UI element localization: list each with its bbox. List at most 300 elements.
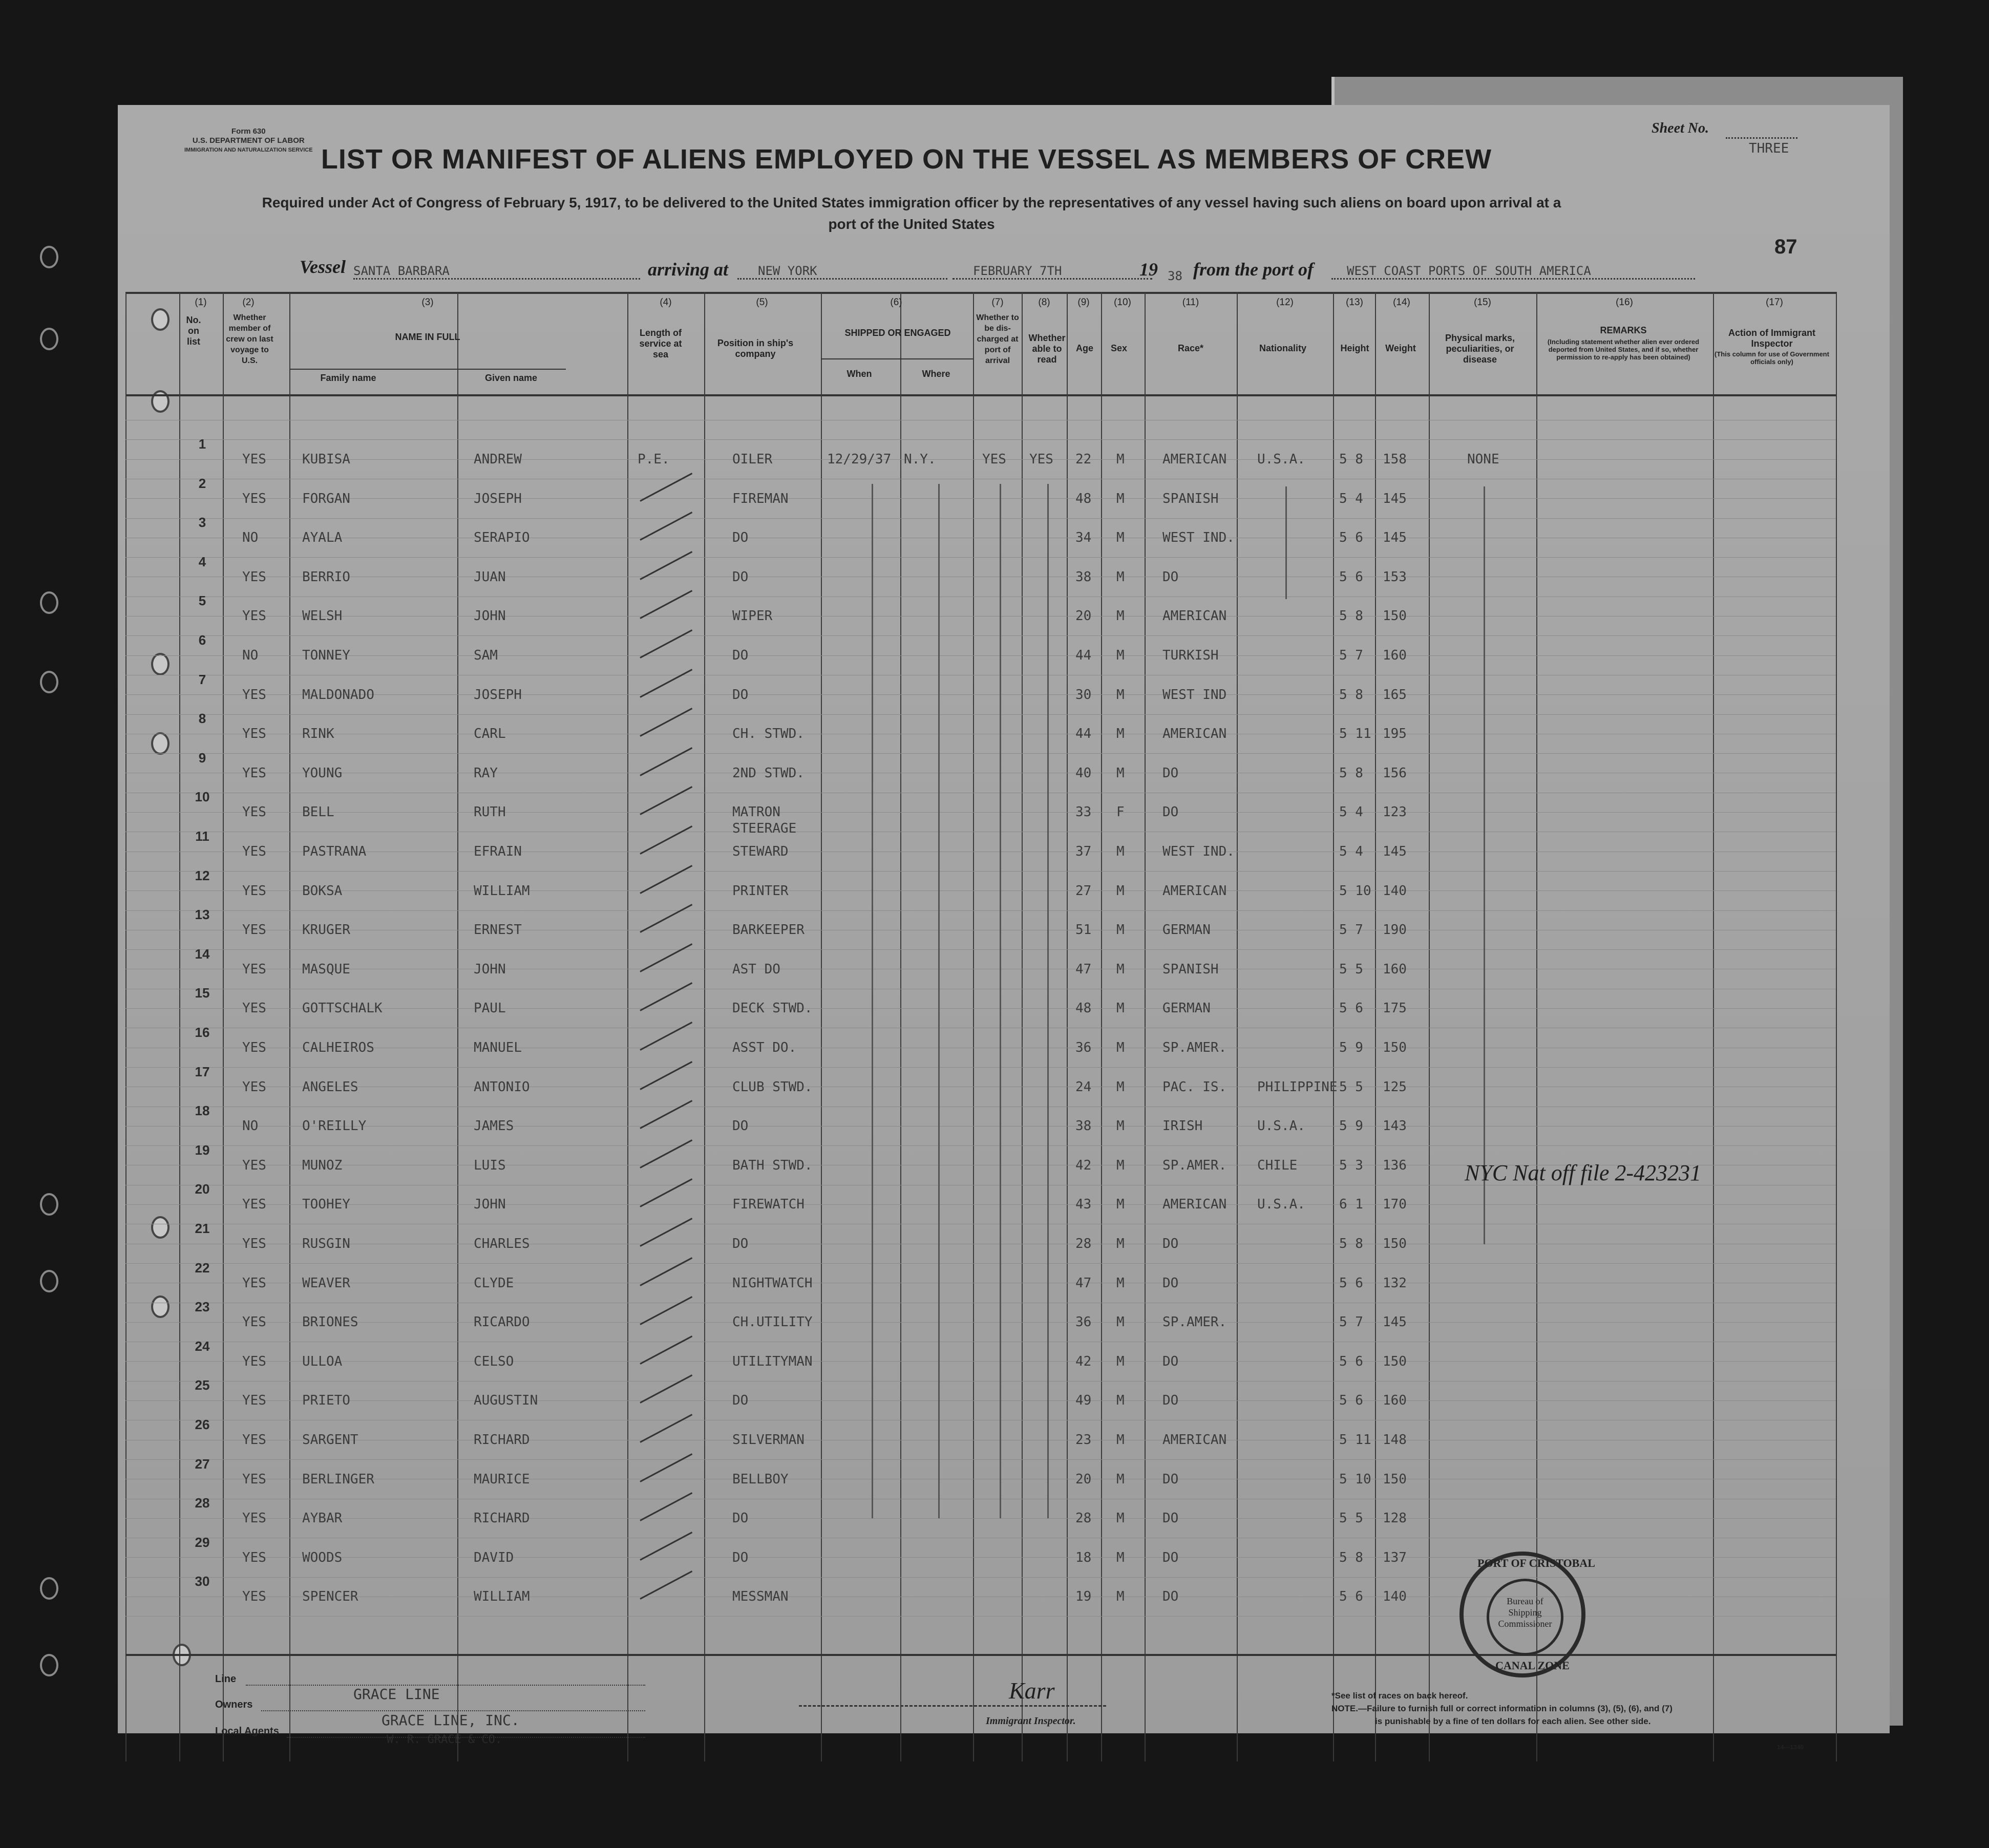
ditto-tick-mark — [640, 904, 692, 933]
footer-line-rule — [246, 1685, 645, 1686]
cell-given: CARL — [474, 726, 506, 742]
header-name-in-full: NAME IN FULL — [395, 332, 460, 342]
row-number: 22 — [195, 1260, 210, 1276]
header-given-name: Given name — [484, 373, 538, 383]
cell-race: DO — [1162, 765, 1179, 781]
cell-family: TONNEY — [302, 648, 350, 663]
cell-race: SP.AMER. — [1162, 1040, 1227, 1055]
cell-prev: YES — [242, 726, 266, 742]
subheader-rule — [289, 369, 566, 370]
binder-hole — [40, 671, 58, 693]
cell-race: GERMAN — [1162, 922, 1211, 938]
cell-race: DO — [1162, 1471, 1179, 1487]
cell-weight: 150 — [1383, 1040, 1407, 1055]
row-rule — [125, 498, 1836, 499]
cell-sex: M — [1116, 1001, 1125, 1016]
header-discharged: Whether to be dis-charged at port of arrival — [976, 313, 1019, 365]
cell-given: MAURICE — [474, 1471, 530, 1487]
cell-marks: NONE — [1467, 452, 1499, 467]
vessel-label — [300, 256, 346, 284]
cell-family: PASTRANA — [302, 844, 367, 859]
cell-given: RUTH — [474, 804, 506, 820]
cell-position: DECK STWD. — [732, 1001, 813, 1016]
cell-position: BELLBOY — [732, 1471, 789, 1487]
header-when: When — [847, 369, 872, 379]
cell-age: 28 — [1075, 1236, 1092, 1251]
cell-given: JUAN — [474, 569, 506, 585]
cell-race: SP.AMER. — [1162, 1157, 1227, 1173]
row-rule — [125, 518, 1836, 519]
cell-family: BRIONES — [302, 1314, 358, 1330]
cell-age: 37 — [1075, 844, 1092, 859]
cell-given: JOSEPH — [474, 687, 522, 703]
cell-race: SPANISH — [1162, 491, 1219, 506]
cell-weight: 128 — [1383, 1511, 1407, 1526]
row-number: 24 — [195, 1338, 210, 1354]
column-number: (13) — [1346, 297, 1363, 308]
cell-sex: M — [1116, 1353, 1125, 1369]
cell-height: 5 10 — [1339, 883, 1371, 899]
ditto-tick-mark — [640, 708, 692, 737]
cell-nationality: PHILIPPINE — [1257, 1079, 1338, 1095]
row-number: 6 — [198, 632, 206, 648]
row-number: 8 — [198, 711, 206, 727]
cell-weight: 160 — [1383, 648, 1407, 663]
header-sex: Sex — [1110, 343, 1128, 353]
row-number: 16 — [195, 1025, 210, 1040]
cell-nationality: CHILE — [1257, 1157, 1298, 1173]
row-number: 3 — [198, 515, 206, 530]
row-rule — [125, 439, 1836, 440]
cell-height: 5 4 — [1339, 491, 1363, 506]
cell-prev: YES — [242, 961, 266, 977]
column-number: (15) — [1474, 297, 1491, 308]
table-top-border — [125, 292, 1836, 294]
cell-weight: 145 — [1383, 1314, 1407, 1330]
footer-agents-value: W. R. GRACE & CO. — [387, 1733, 502, 1746]
cell-given: JOSEPH — [474, 491, 522, 506]
cell-weight: 150 — [1383, 1353, 1407, 1369]
header-shipped-engaged: SHIPPED OR ENGAGED — [844, 328, 951, 338]
ditto-tick-mark — [640, 1571, 692, 1600]
footer-line-label: Line — [215, 1673, 237, 1685]
cell-height: 5 6 — [1339, 1275, 1363, 1291]
cell-weight: 137 — [1383, 1549, 1407, 1565]
penalty-note-line-2: is punishable by a fine of ten dollars for each alien. See other side. — [1375, 1716, 1651, 1726]
arriving-port: NEW YORK — [737, 264, 947, 280]
cell-age: 28 — [1075, 1511, 1092, 1526]
cell-height: 5 5 — [1339, 1511, 1363, 1526]
cell-sex: M — [1116, 726, 1125, 742]
binder-hole — [40, 1193, 58, 1216]
cell-position: DO — [732, 1118, 749, 1134]
cell-nationality: U.S.A. — [1257, 1118, 1305, 1134]
cell-age: 49 — [1075, 1393, 1092, 1409]
ditto-tick-mark — [640, 1414, 692, 1443]
cell-sex: M — [1116, 530, 1125, 546]
row-number: 17 — [195, 1064, 210, 1079]
cell-prev: YES — [242, 491, 266, 506]
cell-position: MESSMAN — [732, 1589, 789, 1605]
cell-height: 5 6 — [1339, 569, 1363, 585]
cell-position: DO — [732, 1393, 749, 1409]
cell-prev: YES — [242, 804, 266, 820]
cell-position: STEWARD — [732, 844, 789, 859]
cell-sex: M — [1116, 1314, 1125, 1330]
cell-family: ULLOA — [302, 1353, 343, 1369]
cell-sex: M — [1116, 1079, 1125, 1095]
ditto-tick-mark — [640, 1022, 692, 1051]
ditto-line-marks — [1484, 486, 1485, 1244]
cell-prev: YES — [242, 1471, 266, 1487]
cell-race: IRISH — [1162, 1118, 1203, 1134]
cell-position: CH.UTILITY — [732, 1314, 813, 1330]
binder-hole — [40, 1577, 58, 1600]
header-last-voyage: Whether member of crew on last voyage to U.S. — [226, 313, 273, 365]
cell-sex: M — [1116, 1197, 1125, 1213]
cell-age: 38 — [1075, 1118, 1092, 1134]
cell-position: ASST DO. — [732, 1040, 797, 1055]
cell-given: EFRAIN — [474, 844, 522, 859]
row-rule — [125, 459, 1836, 460]
vessel-name: SANTA BARBARA — [353, 264, 640, 280]
cell-given: WILLIAM — [474, 1589, 530, 1605]
cell-age: 47 — [1075, 961, 1092, 977]
cell-given: JOHN — [474, 1197, 506, 1213]
cell-age: 27 — [1075, 883, 1092, 899]
cell-family: CALHEIROS — [302, 1040, 374, 1055]
cell-sex: M — [1116, 883, 1125, 899]
column-number: (16) — [1616, 297, 1633, 308]
cell-weight: 150 — [1383, 1236, 1407, 1251]
cell-age: 30 — [1075, 687, 1092, 703]
row-number: 4 — [198, 554, 206, 569]
row-rule — [125, 1322, 1836, 1323]
penalty-note-line-1: NOTE.—Failure to furnish full or correct information in columns (3), (5), (6), and (7) — [1331, 1704, 1673, 1713]
cell-service: P.E. — [638, 452, 670, 467]
cell-family: BERLINGER — [302, 1471, 374, 1487]
row-rule — [125, 910, 1836, 911]
page-number: 87 — [1774, 236, 1797, 258]
column-rule — [1713, 292, 1714, 1761]
cell-prev: YES — [242, 569, 266, 585]
cell-family: WELSH — [302, 608, 343, 624]
cell-prev: NO — [242, 1118, 259, 1134]
sheet-number-value: THREE — [1749, 141, 1789, 156]
header-bottom-border — [125, 394, 1836, 396]
cell-sex: M — [1116, 1275, 1125, 1291]
cell-prev: YES — [242, 1549, 266, 1565]
form-number: Form 630 — [231, 127, 266, 136]
row-number: 9 — [198, 750, 206, 766]
cell-race: AMERICAN — [1162, 883, 1227, 899]
cell-weight: 145 — [1383, 491, 1407, 506]
cell-age: 20 — [1075, 1471, 1092, 1487]
cell-prev: YES — [242, 452, 266, 467]
ditto-tick-mark — [640, 943, 692, 972]
cell-prev: YES — [242, 1001, 266, 1016]
cell-age: 36 — [1075, 1040, 1092, 1055]
stamp-inner-circle — [1487, 1579, 1563, 1655]
cell-height: 5 6 — [1339, 1393, 1363, 1409]
cell-family: YOUNG — [302, 765, 343, 781]
cell-height: 5 8 — [1339, 452, 1363, 467]
ditto-tick-mark — [640, 1335, 692, 1365]
row-number: 12 — [195, 867, 210, 883]
cell-height: 5 6 — [1339, 530, 1363, 546]
cell-given: RAY — [474, 765, 498, 781]
cell-height: 5 8 — [1339, 765, 1363, 781]
cell-position: BARKEEPER — [732, 922, 805, 938]
column-number: (8) — [1038, 297, 1050, 308]
cell-sex: M — [1116, 961, 1125, 977]
cell-age: 47 — [1075, 1275, 1092, 1291]
cell-family: TOOHEY — [302, 1197, 350, 1213]
cell-weight: 140 — [1383, 1589, 1407, 1605]
cell-height: 5 5 — [1339, 961, 1363, 977]
cell-race: AMERICAN — [1162, 726, 1227, 742]
cell-age: 48 — [1075, 491, 1092, 506]
year-prefix: 19 — [1139, 259, 1158, 280]
cell-family: RUSGIN — [302, 1236, 350, 1251]
header-physical-marks: Physical marks, peculiarities, or disease — [1445, 333, 1515, 365]
cell-age: 43 — [1075, 1197, 1092, 1213]
cell-race: DO — [1162, 1589, 1179, 1605]
row-rule — [125, 871, 1836, 872]
ditto-tick-mark — [640, 1296, 692, 1325]
cell-position: CLUB STWD. — [732, 1079, 813, 1095]
cell-family: BELL — [302, 804, 334, 820]
cell-age: 44 — [1075, 726, 1092, 742]
footer-owners-label: Owners — [215, 1699, 253, 1710]
cell-sex: F — [1116, 804, 1125, 820]
cell-sex: M — [1116, 687, 1125, 703]
column-number: (4) — [660, 297, 672, 308]
column-rule — [223, 292, 224, 1761]
cell-height: 5 8 — [1339, 1549, 1363, 1565]
cell-height: 5 9 — [1339, 1040, 1363, 1055]
cell-where: N.Y. — [904, 452, 936, 467]
header-remarks: REMARKS — [1600, 325, 1647, 335]
ditto-tick-mark — [640, 512, 692, 541]
cell-sex: M — [1116, 922, 1125, 938]
ditto-tick-mark — [640, 1218, 692, 1247]
cell-family: AYBAR — [302, 1511, 343, 1526]
cell-family: WEAVER — [302, 1275, 350, 1291]
cell-height: 5 6 — [1339, 1001, 1363, 1016]
arrival-date: FEBRUARY 7TH — [953, 264, 1152, 280]
cell-position: DO — [732, 1236, 749, 1251]
column-rule — [289, 292, 290, 1761]
cell-height: 5 9 — [1339, 1118, 1363, 1134]
binder-hole — [40, 328, 58, 350]
cell-given: JAMES — [474, 1118, 514, 1134]
row-number: 26 — [195, 1417, 210, 1432]
cell-discharged: YES — [982, 452, 1006, 467]
cell-height: 5 6 — [1339, 1589, 1363, 1605]
column-rule — [1145, 292, 1146, 1761]
cell-sex: M — [1116, 491, 1125, 506]
cell-race: WEST IND. — [1162, 844, 1235, 859]
column-rule — [900, 292, 901, 1761]
row-number: 18 — [195, 1103, 210, 1119]
cell-family: KUBISA — [302, 452, 350, 467]
row-number: 11 — [195, 829, 209, 844]
cell-height: 5 4 — [1339, 844, 1363, 859]
cell-weight: 165 — [1383, 687, 1407, 703]
ditto-line-where — [938, 484, 940, 1518]
column-rule — [125, 292, 126, 1761]
cell-prev: YES — [242, 765, 266, 781]
cell-age: 18 — [1075, 1549, 1092, 1565]
page-title: LIST OR MANIFEST OF ALIENS EMPLOYED ON THE VESSEL AS MEMBERS OF CREW — [321, 144, 1492, 175]
column-rule — [1375, 292, 1376, 1761]
cell-family: SARGENT — [302, 1432, 358, 1448]
header-no-on-list: No. on list — [186, 315, 201, 347]
column-rule — [457, 292, 458, 1761]
cell-position: 2ND STWD. — [732, 765, 805, 781]
cell-height: 5 8 — [1339, 687, 1363, 703]
cell-sex: M — [1116, 765, 1125, 781]
cell-family: O'REILLY — [302, 1118, 367, 1134]
cell-age: 34 — [1075, 530, 1092, 546]
cell-race: GERMAN — [1162, 1001, 1211, 1016]
cell-sex: M — [1116, 1511, 1125, 1526]
ditto-tick-mark — [640, 787, 692, 816]
cell-sex: M — [1116, 1157, 1125, 1173]
cell-age: 33 — [1075, 804, 1092, 820]
footer-owners-rule — [261, 1710, 645, 1711]
cell-position: FIREMAN — [732, 491, 789, 506]
cell-sex: M — [1116, 1040, 1125, 1055]
cell-prev: YES — [242, 1393, 266, 1409]
sheet-number-line — [1726, 137, 1797, 139]
cell-family: FORGAN — [302, 491, 350, 506]
cell-height: 5 7 — [1339, 648, 1363, 663]
footer-line-value: GRACE LINE — [353, 1686, 440, 1703]
cell-age: 42 — [1075, 1353, 1092, 1369]
column-number: (7) — [991, 297, 1004, 308]
cell-nationality: U.S.A. — [1257, 452, 1305, 467]
cell-race: DO — [1162, 804, 1179, 820]
cell-given: CLYDE — [474, 1275, 514, 1291]
cell-weight: 123 — [1383, 804, 1407, 820]
form-code: 14—1340 — [1777, 1744, 1804, 1751]
ditto-tick-mark — [640, 1532, 692, 1561]
cell-family: MALDONADO — [302, 687, 374, 703]
column-number: (12) — [1276, 297, 1294, 308]
cell-position: WIPER — [732, 608, 773, 624]
ditto-line-when — [872, 484, 873, 1518]
cell-sex: M — [1116, 608, 1125, 624]
cell-prev: YES — [242, 1314, 266, 1330]
cell-position: MATRON — [732, 804, 780, 820]
cell-height: 5 7 — [1339, 1314, 1363, 1330]
row-number: 14 — [195, 946, 210, 962]
ditto-tick-mark — [640, 1100, 692, 1129]
cell-age: 40 — [1075, 765, 1092, 781]
column-rule — [1022, 292, 1023, 1761]
row-rule — [125, 890, 1836, 891]
cell-given: RICHARD — [474, 1511, 530, 1526]
cell-race: WEST IND. — [1162, 530, 1235, 546]
column-rule — [704, 292, 705, 1761]
column-rule — [627, 292, 628, 1761]
cell-prev: YES — [242, 1511, 266, 1526]
cell-given: RICHARD — [474, 1432, 530, 1448]
header-able-to-read: Whether able to read — [1028, 333, 1066, 365]
ditto-line-discharged — [1000, 484, 1001, 1518]
cell-race: WEST IND — [1162, 687, 1227, 703]
cell-race: DO — [1162, 1275, 1179, 1291]
cell-family: SPENCER — [302, 1589, 358, 1605]
cell-age: 19 — [1075, 1589, 1092, 1605]
cell-race: TURKISH — [1162, 648, 1219, 663]
row-rule — [125, 1361, 1836, 1362]
cell-height: 5 8 — [1339, 608, 1363, 624]
inspector-label: Immigrant Inspector. — [986, 1715, 1076, 1727]
cell-family: GOTTSCHALK — [302, 1001, 383, 1016]
cell-height: 5 3 — [1339, 1157, 1363, 1173]
cell-age: 51 — [1075, 922, 1092, 938]
cell-race: PAC. IS. — [1162, 1079, 1227, 1095]
department-name: U.S. DEPARTMENT OF LABOR — [192, 136, 305, 145]
cell-weight: 158 — [1383, 452, 1407, 467]
ditto-tick-mark — [640, 1453, 692, 1482]
cell-position: SILVERMAN — [732, 1432, 805, 1448]
row-number: 20 — [195, 1181, 210, 1197]
cell-given: SAM — [474, 648, 498, 663]
cell-weight: 125 — [1383, 1079, 1407, 1095]
row-number: 28 — [195, 1495, 210, 1511]
ditto-tick-mark — [640, 747, 692, 776]
footer-owners-value: GRACE LINE, INC. — [382, 1712, 520, 1729]
row-rule — [125, 1577, 1836, 1578]
row-rule — [125, 694, 1836, 695]
row-rule — [125, 1204, 1836, 1205]
cell-prev: YES — [242, 844, 266, 859]
binder-hole — [40, 591, 58, 614]
header-length-service: Length of service at sea — [639, 328, 682, 359]
cell-read: YES — [1029, 452, 1053, 467]
cell-sex: M — [1116, 1549, 1125, 1565]
cell-weight: 136 — [1383, 1157, 1407, 1173]
cell-given: CELSO — [474, 1353, 514, 1369]
arriving-label: arriving at — [648, 259, 729, 280]
cell-prev: YES — [242, 1157, 266, 1173]
row-number: 13 — [195, 907, 210, 923]
row-number: 21 — [195, 1221, 210, 1236]
cell-race: AMERICAN — [1162, 1197, 1227, 1213]
cell-position-line-2: STEERAGE — [732, 821, 797, 837]
races-note: *See list of races on back hereof. — [1331, 1691, 1468, 1701]
cell-height: 5 4 — [1339, 804, 1363, 820]
cell-weight: 175 — [1383, 1001, 1407, 1016]
vessel-label-text: Vessel — [300, 257, 346, 277]
row-number: 27 — [195, 1456, 210, 1472]
cell-family: PRIETO — [302, 1393, 350, 1409]
row-rule — [125, 655, 1836, 656]
row-number: 5 — [198, 593, 206, 609]
cell-prev: YES — [242, 1353, 266, 1369]
cell-height: 5 8 — [1339, 1236, 1363, 1251]
cell-position: DO — [732, 530, 749, 546]
cell-height: 5 5 — [1339, 1079, 1363, 1095]
cell-position: UTILITYMAN — [732, 1353, 813, 1369]
ditto-tick-mark — [640, 1179, 692, 1208]
cell-given: WILLIAM — [474, 883, 530, 899]
header-where: Where — [922, 369, 950, 379]
